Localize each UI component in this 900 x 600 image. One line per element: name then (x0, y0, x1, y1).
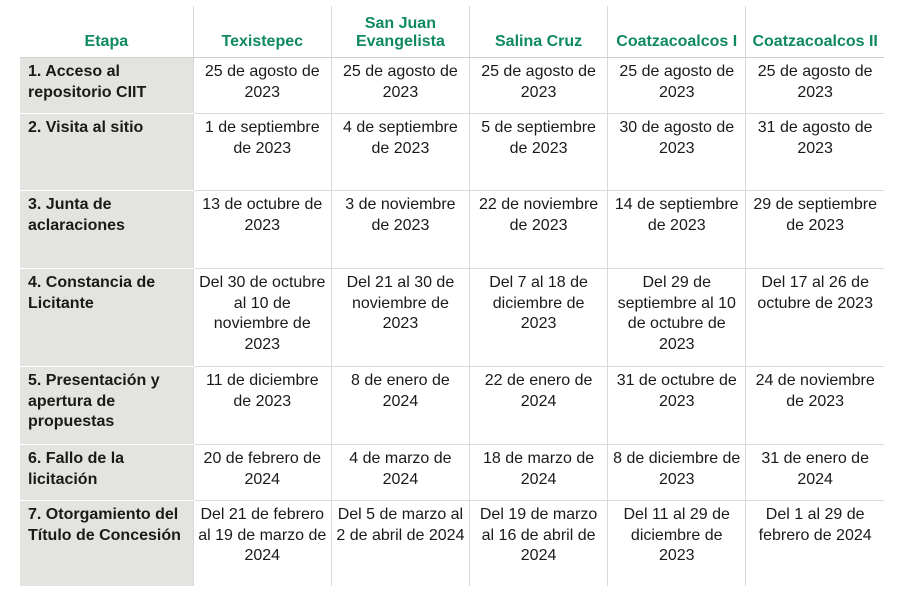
table-cell: 3 de noviembre de 2023 (331, 191, 469, 269)
table-cell: 29 de septiembre de 2023 (746, 191, 884, 269)
table-cell: Del 7 al 18 de diciembre de 2023 (470, 269, 608, 367)
table-cell: 8 de enero de 2024 (331, 367, 469, 445)
table-row (20, 367, 884, 445)
table-cell: Del 19 de marzo al 16 de abril de 2024 (470, 501, 608, 586)
table-cell: Del 17 al 26 de octubre de 2023 (746, 269, 884, 367)
table-cell: Del 1 al 29 de febrero de 2024 (746, 501, 884, 586)
table-row (20, 114, 884, 191)
table-cell: Del 30 de octubre al 10 de noviembre de 2023 (193, 269, 331, 367)
stage-label: 4. Constancia de Licitante (20, 269, 193, 367)
table-cell: 25 de agosto de 2023 (193, 58, 331, 114)
table-row (20, 445, 884, 501)
table-cell: 8 de diciembre de 2023 (608, 445, 746, 501)
table-cell: 11 de diciembre de 2023 (193, 367, 331, 445)
column-header-salina-cruz: Salina Cruz (470, 6, 608, 58)
table-header-row (20, 6, 884, 58)
table-cell: 4 de marzo de 2024 (331, 445, 469, 501)
table-cell: 5 de septiembre de 2023 (470, 114, 608, 191)
table-cell: 1 de septiembre de 2023 (193, 114, 331, 191)
schedule-table-container (20, 6, 884, 586)
table-cell: 25 de agosto de 2023 (470, 58, 608, 114)
table-cell: 22 de noviembre de 2023 (470, 191, 608, 269)
table-cell: Del 11 al 29 de diciembre de 2023 (608, 501, 746, 586)
column-header-coatzacoalcos-i: Coatzacoalcos I (608, 6, 746, 58)
column-header-coatzacoalcos-ii: Coatzacoalcos II (746, 6, 884, 58)
table-cell: 14 de septiembre de 2023 (608, 191, 746, 269)
column-header-etapa: Etapa (20, 6, 193, 58)
column-header-san-juan-evangelista: San Juan Evangelista (331, 6, 469, 58)
table-row (20, 191, 884, 269)
stage-label: 1. Acceso al repositorio CIIT (20, 58, 193, 114)
stage-label: 3. Junta de aclaraciones (20, 191, 193, 269)
table-row (20, 58, 884, 114)
table-cell: 22 de enero de 2024 (470, 367, 608, 445)
table-cell: 31 de octubre de 2023 (608, 367, 746, 445)
column-header-texistepec: Texistepec (193, 6, 331, 58)
schedule-table (20, 6, 884, 586)
table-cell: 30 de agosto de 2023 (608, 114, 746, 191)
stage-label: 6. Fallo de la licitación (20, 445, 193, 501)
table-cell: Del 21 de febrero al 19 de marzo de 2024 (193, 501, 331, 586)
table-cell: 13 de octubre de 2023 (193, 191, 331, 269)
table-cell: 31 de agosto de 2023 (746, 114, 884, 191)
stage-label: 7. Otorgamiento del Título de Concesión (20, 501, 193, 586)
table-row (20, 269, 884, 367)
table-cell: 25 de agosto de 2023 (331, 58, 469, 114)
table-cell: 25 de agosto de 2023 (608, 58, 746, 114)
table-cell: 18 de marzo de 2024 (470, 445, 608, 501)
table-cell: 24 de noviembre de 2023 (746, 367, 884, 445)
table-cell: 4 de septiembre de 2023 (331, 114, 469, 191)
table-row (20, 501, 884, 586)
table-cell: Del 5 de marzo al 2 de abril de 2024 (331, 501, 469, 586)
table-cell: 25 de agosto de 2023 (746, 58, 884, 114)
table-cell: 31 de enero de 2024 (746, 445, 884, 501)
table-cell: Del 29 de septiembre al 10 de octubre de 2023 (608, 269, 746, 367)
stage-label: 5. Presentación y apertura de propuestas (20, 367, 193, 445)
table-cell: 20 de febrero de 2024 (193, 445, 331, 501)
stage-label: 2. Visita al sitio (20, 114, 193, 191)
table-cell: Del 21 al 30 de noviembre de 2023 (331, 269, 469, 367)
